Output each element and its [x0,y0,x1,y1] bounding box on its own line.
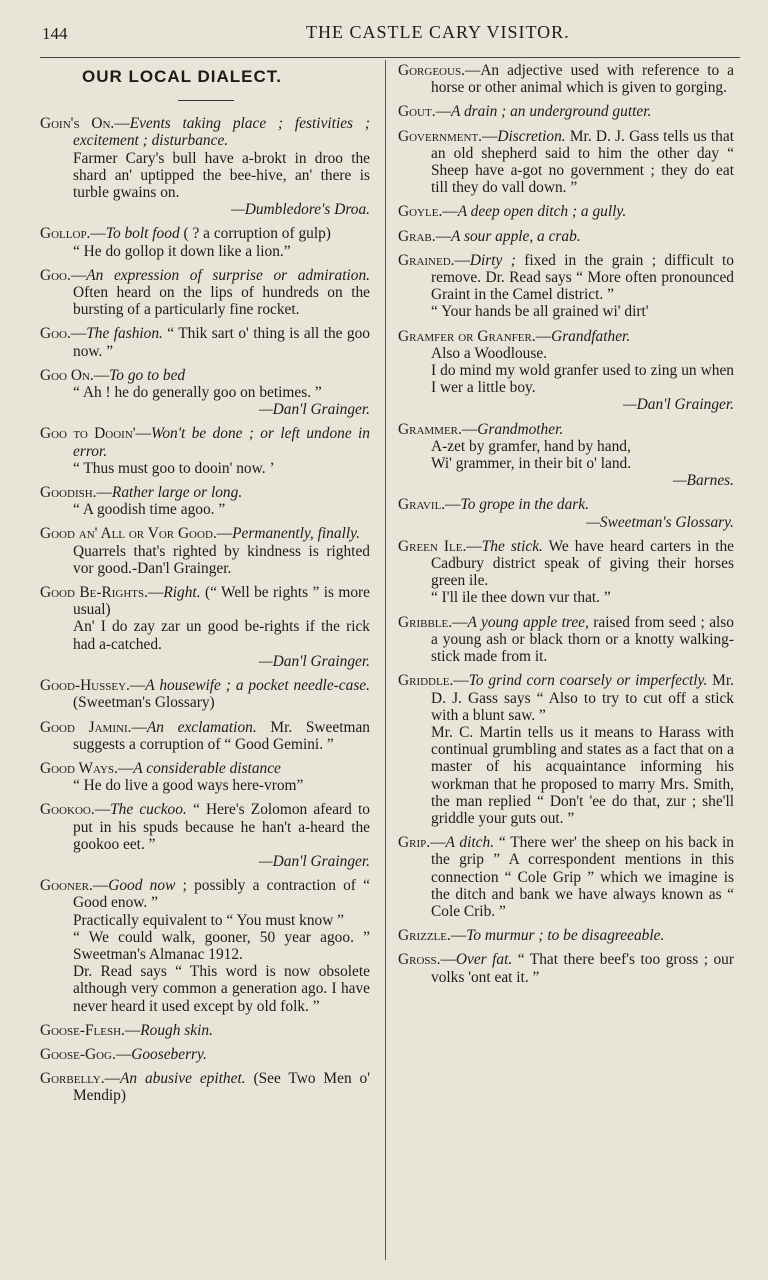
entry-note: (Sweetman's Glossary) [73,694,215,712]
dialect-entry [398,951,734,985]
entry-headword: Goo to Dooin' [40,425,136,443]
entry-headword: Goin's On. [40,115,115,133]
entry-note: Mr. D. J. Gass tells us that an old shepherd said to him the other day “ Sheep have a-got no government ; they do eat till they do vall down. ” [431,127,734,197]
entry-example: “ He do live a good ways here-vrom” [73,777,304,795]
entry-first-line: Goo.—An expression of surprise or admiration. Often heard on the lips of hundreds on the bursting of a particularly fine rocket. [40,266,370,319]
entry-definition: A drain ; an underground gutter. [450,103,652,121]
entry-definition: Grandfather. [551,327,631,345]
entry-definition: The cuckoo. [110,801,187,819]
entry-headword: Goo. [40,325,71,343]
entry-example: “ We could walk, gooner, 50 year agoo. ” Sweetman's Almanac 1912. [73,928,370,963]
entry-headword: Griddle. [398,672,454,690]
entry-definition: Won't be done ; or left undone in error. [73,425,370,460]
dialect-entry [40,325,370,359]
entry-definition: A young apple tree, [467,613,589,631]
entry-source: —Sweetman's Glossary. [586,513,734,531]
entry-headword: Goo. [40,266,71,284]
entry-example: An' I do zay zar un good be-rights if the rick had a-catched. [73,618,370,653]
section-title: OUR LOCAL DIALECT. [82,67,282,86]
entry-headword: Grizzle. [398,927,451,945]
entry-headword: Government. [398,127,483,145]
entry-first-line: Green Ile.—The stick. We have heard carters in the Cadbury district speak of giving their horses green ile. [398,537,734,590]
dialect-entry [398,421,734,490]
entry-headword: Good Be-Rights. [40,584,148,602]
entry-definition: Right. [163,584,201,602]
entry-definition: To murmur ; to be disagreeable. [466,927,665,945]
entry-first-line: Goyle.—A deep open ditch ; a gully. [398,203,627,221]
dialect-entry [398,496,734,530]
entry-definition: Dirty ; [469,251,516,269]
entry-definition: To bolt food [105,225,180,243]
entry-definition: An exclamation. [146,718,257,736]
dialect-entry [398,228,734,245]
entry-example: Quarrels that's righted by kindness is righted vor good.-Dan'l Grainger. [73,542,370,577]
entry-first-line: Grained.—Dirty ; fixed in the grain ; difficult to remove. Dr. Read says “ More often pronounced Graint in the Camel district. ” [398,251,734,304]
left-column [40,62,370,1112]
page-number: 144 [42,24,68,43]
entry-headword: Good Ways. [40,759,118,777]
entry-note: We have heard carters in the Cadbury district speak of giving their horses green ile. [431,537,734,590]
entry-note: fixed in the grain ; difficult to remove. Dr. Read says “ More often pronounced Graint in the Camel district. ” [431,251,734,304]
dialect-entry [40,1070,370,1104]
dialect-entry [40,801,370,870]
entry-first-line: Goose-Gog.—Gooseberry. [40,1045,207,1063]
entry-headword: Good-Hussey. [40,677,130,695]
entry-definition: Permanently, finally. [232,525,360,543]
entry-example: Also a Woodlouse. [431,344,548,362]
entry-headword: Gollop. [40,225,91,243]
dialect-entry [398,614,734,666]
dialect-entry [398,834,734,920]
entry-headword: Good an' All or Vor Good. [40,525,217,543]
entry-first-line: Gorbelly.—An abusive epithet. (See Two Men o' Mendip) [40,1070,370,1105]
entry-first-line: Good-Hussey.—A housewife ; a pocket needle-case. (Sweetman's Glossary) [40,677,370,712]
entry-source: —Dan'l Grainger. [258,652,370,670]
entry-definition: The stick. [481,537,543,555]
dialect-entry [40,367,370,419]
entry-definition: Events taking place ; festivities ; excitement ; disturbance. [73,115,370,150]
entry-example: A-zet by gramfer, hand by hand, [431,437,631,455]
entry-example: Mr. C. Martin tells us it means to Harass with continual grumbling and states as a fact that on a master of his acquaintance informing his workman that he proposed to marry Mrs. Smith, the man replied “ Don't 'ee do that, zur ; she'll griddle your guts out. ” [431,723,734,827]
entry-headword: Gravil. [398,496,446,514]
dialect-entry [40,877,370,1015]
entry-first-line: Gribble.—A young apple tree, raised from seed ; also a young ash or black thorn or a knotty walking-stick made from it. [398,613,734,666]
entry-headword: Gorbelly. [40,1070,105,1088]
entry-first-line: Grip.—A ditch. “ There wer' the sheep on his back in the grip ” A correspondent mentions in this connection “ Cole Grip ” which we imagine is the ditch and bank we have always known as “ Cole Crib. ” [398,834,734,920]
entry-note: (See Two Men o' Mendip) [73,1070,370,1105]
entry-first-line: Gravil.—To grope in the dark. [398,496,589,514]
entry-example: I do mind my wold granfer used to zing un when I wer a little boy. [431,362,734,397]
dialect-entry [40,484,370,518]
entry-first-line: Gross.—Over fat. “ That there beef's too gross ; our volks 'ont eat it. ” [398,951,734,986]
entry-definition: A ditch. [445,834,495,852]
entry-definition: Good now [108,877,176,895]
entry-definition: Rough skin. [140,1021,213,1039]
entry-example: Wi' grammer, in their bit o' land. [431,455,632,473]
dialect-entry [40,425,370,477]
entry-example: “ A goodish time agoo. ” [73,501,226,519]
entry-note: “ Here's Zolomon afeard to put in his spuds because he han't a-heard the gookoo eet. ” [73,801,370,853]
entry-example: “ He do gollop it down like a lion.” [73,242,291,260]
entry-headword: Goyle. [398,203,443,221]
entry-first-line: Government.—Discretion. Mr. D. J. Gass tells us that an old shepherd said to him the other day “ Sheep have a-got no government ; they do eat till they do vall down. ” [398,127,734,197]
entry-example: “ I'll ile thee down vur that. ” [431,589,611,607]
entry-definition: Over fat. [455,951,513,969]
entry-definition: A deep open ditch ; a gully. [457,203,627,221]
entry-headword: Gooner. [40,877,93,895]
entry-definition: The fashion. [86,325,163,343]
dialect-entry [398,538,734,607]
left-entries [40,115,370,1104]
entry-first-line: Goo On.—To go to bed [40,366,186,384]
entry-headword: Goose-Flesh. [40,1021,125,1039]
entry-first-line: Gramfer or Granfer.—Grandfather. [398,327,631,345]
entry-note: Mr. Sweetman suggests a corruption of “ Good Gemini. ” [73,718,370,753]
dialect-entry [40,225,370,259]
entry-first-line: Griddle.—To grind corn coarsely or imperfectly. Mr. D. J. Gass says “ Also to try to cut off a stick with a blunt saw. ” [398,672,734,724]
entry-first-line: Good Be-Rights.—Right. (“ Well be rights ” is more usual) [40,584,371,619]
entry-definition: To grope in the dark. [460,496,589,514]
entry-source: —Dan'l Grainger. [258,401,370,419]
dialect-entry [398,927,734,944]
dialect-entry [40,677,370,711]
entry-definition: Gooseberry. [131,1045,207,1063]
entry-note: An adjective used with reference to a horse or other animal which is given to gorging. [431,62,734,97]
entry-definition: To go to bed [109,366,186,384]
dialect-entry [40,760,370,794]
entry-source: —Dan'l Grainger. [258,852,370,870]
entry-note: ( ? a corruption of gulp) [179,225,331,243]
dialect-entry [40,719,370,753]
entry-headword: Grab. [398,227,436,245]
entry-definition: A sour apple, a crab. [450,227,581,245]
entry-first-line: Goo.—The fashion. “ Thik sart o' thing is all the goo now. ” [40,325,370,360]
entry-headword: Grained. [398,251,455,269]
entry-headword: Gross. [398,951,441,969]
dialect-entry [40,1022,370,1039]
entry-headword: Goose-Gog. [40,1045,116,1063]
entry-first-line: Gout.—A drain ; an underground gutter. [398,103,652,121]
entry-first-line: Goo to Dooin'—Won't be done ; or left undone in error. [40,425,370,460]
dialect-entry [40,1046,370,1063]
dialect-entry [40,267,370,319]
dialect-entry [398,328,734,414]
entry-first-line: Grab.—A sour apple, a crab. [398,227,581,245]
entry-first-line: Gorgeous.—An adjective used with reference to a horse or other animal which is given to gorging. [398,62,734,97]
entry-note: ; possibly a contraction of “ Good enow. ” [73,877,370,912]
dialect-entry [40,525,370,577]
entry-note: raised from seed ; also a young ash or black thorn or a knotty walking-stick made from it. [431,613,734,666]
entry-first-line: Good Ways.—A considerable distance [40,759,281,777]
dialect-entry [398,203,734,220]
entry-first-line: Good an' All or Vor Good.—Permanently, finally. [40,525,360,543]
entry-example: Practically equivalent to “ You must know ” [73,911,345,929]
entry-definition: Discretion. [497,127,566,145]
entry-source: —Barnes. [672,472,734,490]
entry-example: “ Your hands be all grained wi' dirt' [431,303,649,321]
entry-headword: Good Jamini. [40,718,132,736]
entry-note: Often heard on the lips of hundreds on the bursting of a particularly fine rocket. [73,284,370,319]
entry-first-line: Grizzle.—To murmur ; to be disagreeable. [398,927,665,945]
entry-first-line: Goose-Flesh.—Rough skin. [40,1021,213,1039]
column-divider [385,60,386,1260]
page-header [36,20,736,50]
entry-headword: Goo On. [40,366,94,384]
entry-note: Mr. D. J. Gass says “ Also to try to cut off a stick with a blunt saw. ” [431,672,734,724]
dialect-entry [398,103,734,120]
entry-definition: Rather large or long. [111,484,243,502]
entry-first-line: Gookoo.—The cuckoo. “ Here's Zolomon afeard to put in his spuds because he han't a-heard the gookoo eet. ” [40,801,370,853]
entry-first-line: Gooner.—Good now ; possibly a contraction of “ Good enow. ” [40,877,370,912]
entry-headword: Grip. [398,834,431,852]
dialect-entry [398,252,734,321]
dialect-entry [40,584,370,670]
entry-headword: Gout. [398,103,436,121]
entry-source: —Dumbledore's Droa. [231,201,370,219]
dialect-entry [398,62,734,96]
dialect-entry [40,115,370,218]
entry-definition: A housewife ; a pocket needle-case. [145,677,370,695]
entry-note: “ Thik sart o' thing is all the goo now. ” [73,325,370,360]
entry-note: “ That there beef's too gross ; our volks 'ont eat it. ” [431,951,734,986]
right-column [398,62,734,993]
entry-first-line: Gollop.—To bolt food ( ? a corruption of gulp) [40,225,331,243]
entry-example: Farmer Cary's bull have a-brokt in droo the shard an' uptipped the bee-hive, an' there is turble gwains on. [73,149,370,202]
entry-note: (“ Well be rights ” is more usual) [73,584,371,619]
entry-headword: Goodish. [40,484,97,502]
running-title: THE CASTLE CARY VISITOR. [306,22,570,42]
entry-headword: Grammer. [398,420,462,438]
right-entries [398,62,734,986]
title-rule [178,100,234,101]
entry-example: “ Ah ! he do generally goo on betimes. ” —Dan'l Grainger. [73,384,370,419]
entry-headword: Gookoo. [40,801,95,819]
entry-first-line: Goin's On.—Events taking place ; festivities ; excitement ; disturbance. [40,115,370,150]
header-rule [40,57,740,58]
entry-first-line: Grammer.—Grandmother. [398,420,564,438]
entry-definition: An expression of surprise or admiration. [86,266,370,284]
entry-definition: Grandmother. [477,420,564,438]
entry-definition: A considerable distance [133,759,281,777]
entry-headword: Gramfer or Granfer. [398,327,536,345]
entry-source: —Dan'l Grainger. [622,396,734,414]
dialect-entry [398,128,734,197]
entry-headword: Gribble. [398,613,453,631]
entry-example: “ Thus must goo to dooin' now. ’ [73,459,275,477]
entry-definition: An abusive epithet. [119,1070,246,1088]
entry-example: Dr. Read says “ This word is now obsolete although very common a generation ago. I have never heard it used except by old folk. ” [73,963,370,1015]
entry-first-line: Goodish.—Rather large or long. [40,484,243,502]
entry-definition: To grind corn coarsely or imperfectly. [468,672,708,690]
entry-headword: Green Ile. [398,537,467,555]
dialect-entry [398,672,734,827]
entry-headword: Gorgeous. [398,62,465,79]
entry-first-line: Good Jamini.—An exclamation. Mr. Sweetman suggests a corruption of “ Good Gemini. ” [40,718,370,753]
entry-note: “ There wer' the sheep on his back in the grip ” A correspondent mentions in this connection “ Cole Grip ” which we imagine is the ditch and bank we have always known as “ Cole Crib. ” [431,834,734,920]
